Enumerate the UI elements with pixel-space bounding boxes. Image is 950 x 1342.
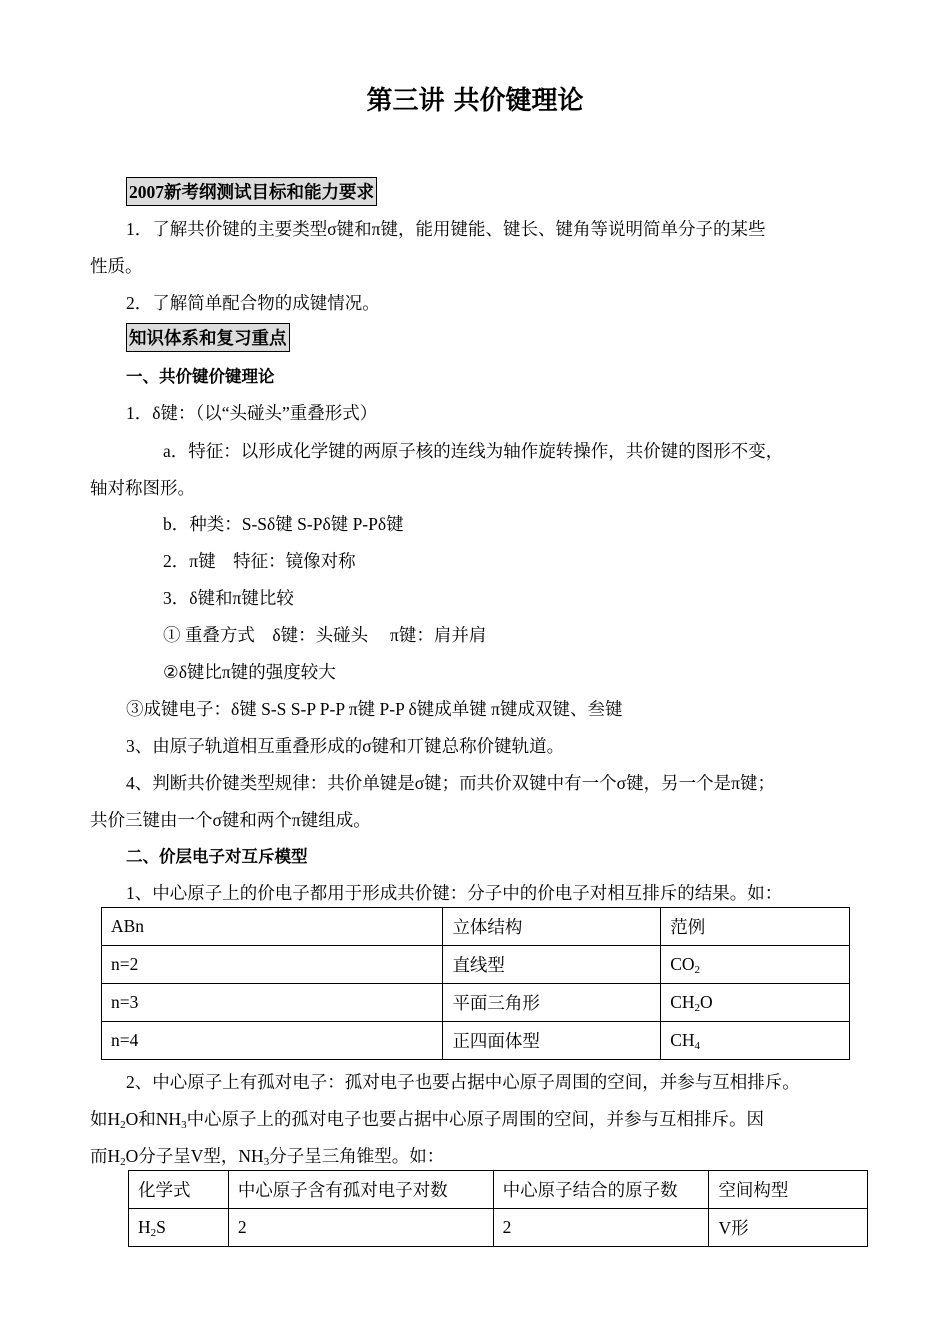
table-cell-lone-pairs: 2 bbox=[228, 1209, 493, 1247]
formula-subscript: 2 bbox=[694, 1002, 701, 1014]
table-cell-example bbox=[661, 1022, 850, 1060]
table-row bbox=[102, 946, 850, 984]
table-abn-structures bbox=[101, 907, 850, 1060]
formula-subscript: 2 bbox=[120, 1156, 126, 1168]
requirement-1-line-1: 1．了解共价键的主要类型σ键和π键，能用键能、键长、键角等说明简单分子的某些 bbox=[126, 219, 766, 239]
para-delta-feature-line-1: a．特征：以形成化学键的两原子核的连线为轴作旋转操作，共价键的图形不变， bbox=[163, 441, 784, 461]
table-cell-shape: 正四面体型 bbox=[443, 1022, 661, 1060]
para-vsepr-2-line-1: 2、中心原子上有孤对电子：孤对电子也要占据中心原子周围的空间，并参与互相排斥。 bbox=[126, 1072, 800, 1092]
formula-main: CH bbox=[670, 992, 695, 1012]
formula-subscript: 2 bbox=[150, 1227, 157, 1239]
heading-valence-bond-theory: 一、共价键价键理论 bbox=[126, 367, 275, 386]
para-compare-electrons: ③成键电子：δ键 S-S S-P P-P π键 P-P δ键成单键 π键成双键、叁键 bbox=[126, 699, 623, 719]
para-vsepr-2-line-2 bbox=[90, 1107, 764, 1131]
section-box-knowledge-system: 知识体系和复习重点 bbox=[126, 323, 290, 352]
formula-main: CH bbox=[670, 1030, 695, 1050]
para-delta-feature-line-2: 轴对称图形。 bbox=[90, 478, 195, 498]
section-box-exam-goals: 2007新考纲测试目标和能力要求 bbox=[126, 177, 377, 206]
para-compare-strength: ②δ键比π键的强度较大 bbox=[163, 662, 336, 682]
table-cell-example bbox=[661, 984, 850, 1022]
para-bond-type-rule-line-1: 4、判断共价键类型规律：共价单键是σ键；而共价双键中有一个σ键，另一个是π键； bbox=[126, 773, 775, 793]
formula-main: H bbox=[138, 1217, 151, 1237]
table-row bbox=[129, 1209, 868, 1247]
formula-main: CO bbox=[670, 954, 695, 974]
formula-subscript: 2 bbox=[694, 964, 701, 976]
para-delta-bond: 1．δ键：（以“头碰头”重叠形式） bbox=[126, 403, 378, 423]
table-header-cell: 中心原子含有孤对电子对数 bbox=[228, 1171, 493, 1209]
table-cell-bonded-atoms: 2 bbox=[493, 1209, 709, 1247]
para-vsepr-1: 1、中心原子上的价电子都用于形成共价键：分子中的价电子对相互排斥的结果。如： bbox=[126, 883, 783, 903]
table-header-cell: 空间构型 bbox=[709, 1171, 868, 1209]
table-cell-shape: 直线型 bbox=[443, 946, 661, 984]
formula-subscript: 3 bbox=[263, 1156, 270, 1168]
para-compare-overlap: ① 重叠方式 δ键：头碰头 π键：肩并肩 bbox=[163, 625, 487, 645]
formula-subscript: 4 bbox=[694, 1040, 701, 1052]
table-cell-n: n=2 bbox=[102, 946, 443, 984]
text-run: 而H bbox=[90, 1146, 121, 1166]
table-cell-formula bbox=[129, 1209, 229, 1247]
table-header-row bbox=[102, 908, 850, 946]
table-cell-example bbox=[661, 946, 850, 984]
requirement-1-line-2: 性质。 bbox=[90, 256, 143, 276]
text-run: 中心原子上的孤对电子也要占据中心原子周围的空间，并参与互相排斥。因 bbox=[186, 1109, 765, 1129]
para-compare: 3．δ键和π键比较 bbox=[163, 588, 294, 608]
text-run: 分子呈三角锥型。如： bbox=[269, 1146, 445, 1166]
requirement-2: 2．了解简单配合物的成键情况。 bbox=[126, 293, 380, 313]
text-run: O分子呈V型，NH bbox=[125, 1146, 264, 1166]
table-cell-n: n=3 bbox=[102, 984, 443, 1022]
page-title: 第三讲 共价键理论 bbox=[366, 86, 584, 116]
para-vsepr-2-line-3 bbox=[90, 1144, 444, 1168]
formula-tail: O bbox=[700, 992, 713, 1012]
table-row bbox=[102, 1022, 850, 1060]
table-header-cell: 范例 bbox=[661, 908, 850, 946]
table-cell-geometry: V形 bbox=[709, 1209, 868, 1247]
formula-subscript: 2 bbox=[120, 1119, 126, 1131]
text-run: 如H bbox=[90, 1109, 121, 1129]
para-bond-type-rule-line-2: 共价三键由一个σ键和两个π键组成。 bbox=[90, 810, 371, 830]
table-cell-n: n=4 bbox=[102, 1022, 443, 1060]
heading-vsepr: 二、价层电子对互斥模型 bbox=[126, 847, 308, 866]
para-delta-types: b．种类：S-Sδ键 S-Pδ键 P-Pδ键 bbox=[163, 514, 404, 534]
formula-tail: S bbox=[156, 1217, 166, 1237]
text-run: O和NH bbox=[125, 1109, 182, 1129]
para-pi-bond: 2．π键 特征：镜像对称 bbox=[163, 551, 356, 571]
formula-subscript: 3 bbox=[181, 1119, 187, 1131]
table-header-cell: 中心原子结合的原子数 bbox=[493, 1171, 709, 1209]
table-header-cell: 化学式 bbox=[129, 1171, 229, 1209]
table-lone-pairs bbox=[128, 1170, 868, 1247]
table-header-cell: 立体结构 bbox=[443, 908, 661, 946]
table-header-cell: ABn bbox=[102, 908, 443, 946]
table-row bbox=[102, 984, 850, 1022]
table-header-row bbox=[129, 1171, 868, 1209]
table-cell-shape: 平面三角形 bbox=[443, 984, 661, 1022]
para-valence-orbitals: 3、由原子轨道相互重叠形成的σ键和丌键总称价键轨道。 bbox=[126, 736, 565, 756]
